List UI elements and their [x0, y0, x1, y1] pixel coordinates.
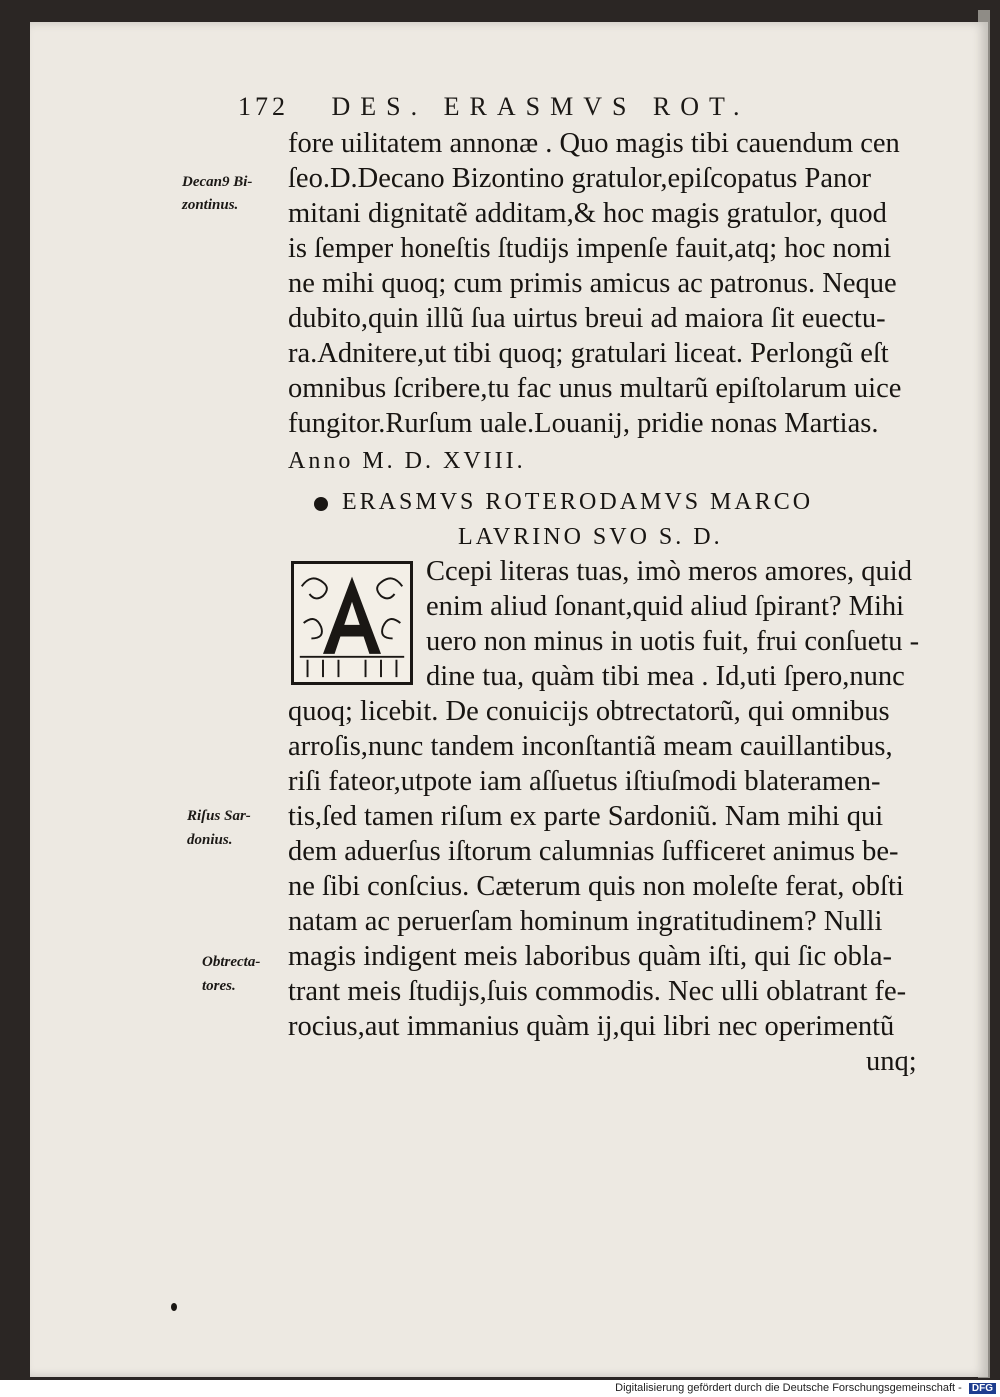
marginal-note: Obtrecta- [202, 954, 261, 970]
text-line: magis indigent meis laboribus quàm iſti, qui ſic obla- [288, 941, 892, 972]
catchword: unq; [866, 1046, 917, 1077]
text-line: fungitor.Rurſum uale.Louanij, pridie nonas Martias. [288, 408, 879, 439]
text-line: dine tua, quàm tibi mea . Id,uti ſpero,nunc [426, 661, 905, 692]
text-line: tis,ſed tamen riſum ex parte Sardoniũ. Nam mihi qui [288, 801, 884, 832]
text-line: arroſis,nunc tandem inconſtantiã meam cauillantibus, [288, 731, 893, 762]
section-bullet [314, 497, 328, 511]
text-line: trant meis ſtudijs,ſuis commodis. Nec ulli oblatrant fe- [288, 976, 907, 1007]
text-line: riſi fateor,utpote iam aſſuetus iſtiuſmodi blateramen- [288, 766, 881, 797]
decorated-initial [291, 561, 413, 685]
text-line: ra.Adnitere,ut tibi quoq; gratulari liceat. Perlongũ eſt [288, 338, 889, 369]
text-line: Anno M. D. XVIII. [288, 448, 526, 474]
text-line: fore uilitatem annonæ . Quo magis tibi cauendum cen [288, 128, 900, 159]
letter-heading: LAVRINO SVO S. D. [458, 524, 723, 550]
text-line: mitani dignitatẽ additam,& hoc magis gratulor, quod [288, 198, 887, 229]
marginal-note: Riſus Sar- [187, 808, 251, 824]
marginal-note: zontinus. [182, 197, 239, 213]
text-line: rocius,aut immanius quàm ij,qui libri nec operimentũ [288, 1011, 895, 1042]
text-line: enim aliud ſonant,quid aliud ſpirant? Mihi [426, 591, 905, 622]
text-line: ne mihi quoq; cum primis amicus ac patronus. Neque [288, 268, 897, 299]
text-line: uero non minus in uotis fuit, frui conſuetu - [426, 626, 920, 657]
marginal-note: donius. [187, 832, 233, 848]
ink-speck [171, 1303, 177, 1311]
footer-text: Digitalisierung gefördert durch die Deutsche Forschungsgemeinschaft - [615, 1382, 962, 1394]
running-head [238, 92, 878, 122]
digitization-footer [606, 1382, 996, 1397]
text-line: dubito,quin illũ ſua uirtus breui ad maiora ſit euectu- [288, 303, 886, 334]
initial-ornament-icon [294, 564, 410, 682]
text-line: ne ſibi conſcius. Cæterum quis non moleſte ferat, obſti [288, 871, 904, 902]
text-line: omnibus ſcribere,tu fac unus multarũ epiſtolarum uice [288, 373, 902, 404]
text-line: ſeo.D.Decano Bizontino gratulor,epiſcopatus Panor [288, 163, 871, 194]
dfg-logo-icon: DFG [969, 1383, 996, 1394]
text-line: is ſemper honeſtis ſtudijs impenſe fauit,atq; hoc nomi [288, 233, 892, 264]
marginal-note: Decan9 Bi- [182, 174, 253, 190]
text-line: Ccepi literas tuas, imò meros amores, quid [426, 556, 912, 587]
text-line: natam ac peruerſam hominum ingratitudinem? Nulli [288, 906, 883, 937]
page-number: 172 [238, 92, 289, 121]
text-line: dem aduerſus iſtorum calumnias ſufficeret animus be- [288, 836, 899, 867]
running-title: DES. ERASMVS ROT. [331, 92, 750, 121]
letter-heading: ERASMVS ROTERODAMVS MARCO [342, 489, 814, 515]
marginal-note: tores. [202, 978, 236, 994]
text-line: quoq; licebit. De conuicijs obtrectatorũ, qui omnibus [288, 696, 890, 727]
